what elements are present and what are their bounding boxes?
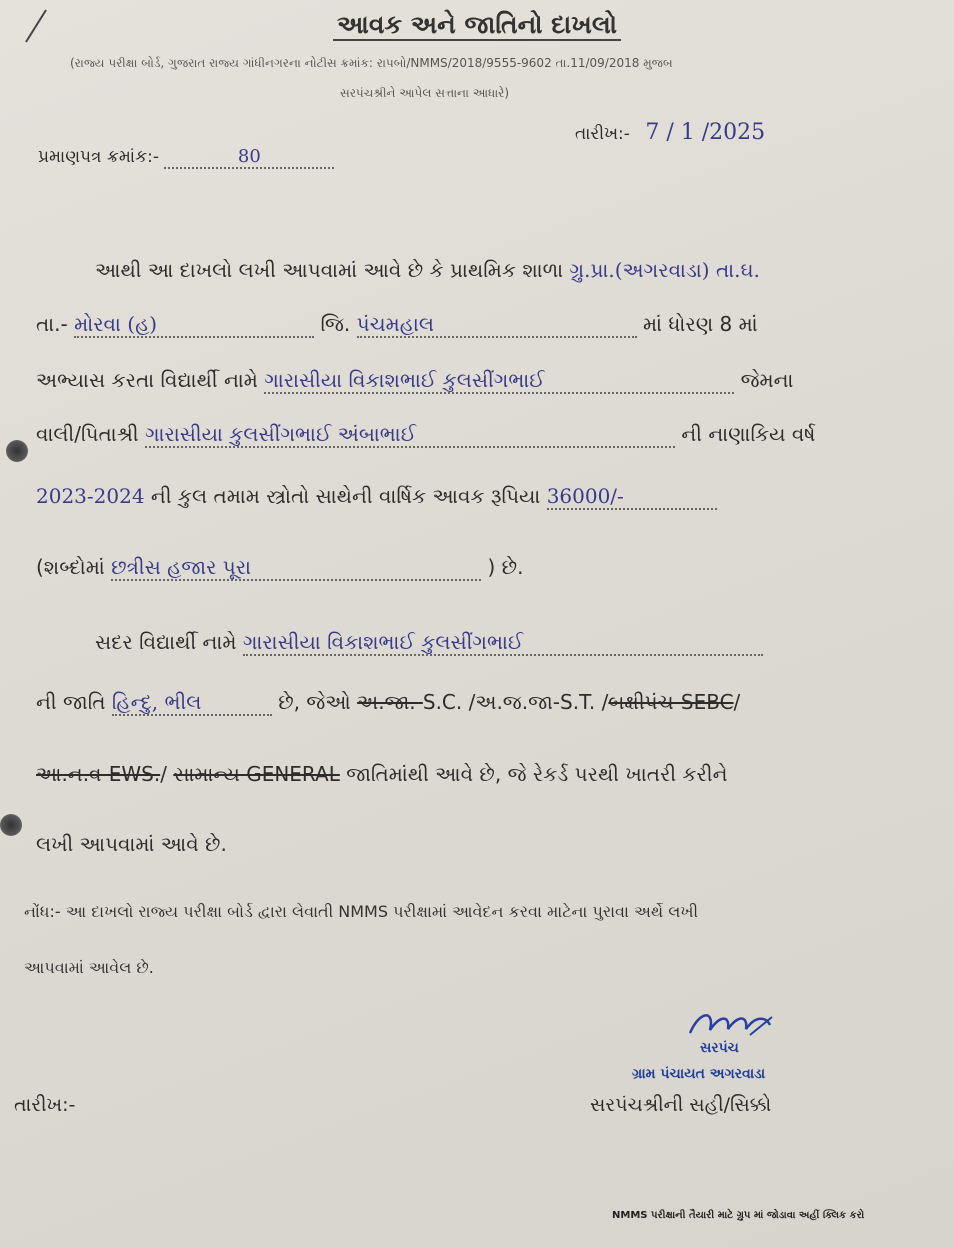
punch-hole-top xyxy=(6,440,28,462)
student-name: ગારાસીયા વિકાશભાઈ કુલસીંગભાઈ xyxy=(264,368,734,394)
financial-year: 2023-2024 xyxy=(36,484,145,508)
general-label-struck: સામાન્ય GENERAL xyxy=(173,762,340,786)
line1-text: આથી આ દાખલો લખી આપવામાં આવે છે કે પ્રાથમિક શાળા xyxy=(95,258,564,282)
line9-rest: જાતિમાંથી આવે છે, જે રેકર્ડ પરથી ખાતરી કરીને xyxy=(346,762,728,786)
caste-value: હિન્દુ, ભીલ xyxy=(112,690,272,716)
footer-link-text[interactable]: NMMS પરીક્ષાની તૈયારી માટે ગ્રુપ માં જોડાવા અહીં ક્લિક કરો xyxy=(612,1210,865,1221)
body-line-3 xyxy=(36,368,793,394)
signatory-label: સરપંચશ્રીની સહી/સિક્કો xyxy=(590,1094,772,1116)
sebc-label-struck: બક્ષીપંચ-SEBC xyxy=(608,690,734,714)
cert-no-value: 80 xyxy=(164,146,334,169)
line7-text: સદર વિદ્યાર્થી નામે xyxy=(95,630,237,654)
caste-label: ની જાતિ xyxy=(36,690,106,714)
line8-slash: / xyxy=(733,690,741,714)
body-line-10: લખી આપવામાં આવે છે. xyxy=(36,832,227,856)
student-name-2: ગારાસીયા વિકાશભાઈ કુલસીંગભાઈ xyxy=(243,630,763,656)
sc-label-struck: અ.જા.- xyxy=(357,690,423,714)
body-line-5 xyxy=(36,484,717,510)
line5-text: ની કુલ તમામ સ્ત્રોતો સાથેની વાર્ષિક આવક રૂપિયા xyxy=(150,484,541,508)
cert-no-row xyxy=(38,146,334,169)
body-line-9 xyxy=(36,762,727,786)
line8-mid: છે, જેઓ xyxy=(278,690,351,714)
district-label: જિ. xyxy=(320,312,351,336)
body-line-1 xyxy=(95,258,760,282)
parent-name: ગારાસીયા કુલસીંગભાઈ અંબાભાઈ xyxy=(145,422,675,448)
subtitle-line-2: સરપંચશ્રીને આપેલ સત્તાના આધારે) xyxy=(340,86,510,100)
ews-label-struck: આ.ન.વ-EWS. xyxy=(36,762,161,786)
subtitle-line-1: (રાજ્ય પરીક્ષા બોર્ડ, ગુજરાત રાજ્ય ગાંધીનગરના નોટીસ ક્રમાંક: રાપબો/NMMS/2018/9555-9602 તા.11/09/2018 મુજબ xyxy=(70,56,673,70)
sc-code: S.C. xyxy=(422,690,463,714)
st-label: /અ.જ.જા-S.T. / xyxy=(468,690,609,714)
taluka-label: તા.- xyxy=(36,312,68,336)
note-line-1: નોંધ:- આ દાખલો રાજ્ય પરીક્ષા બોર્ડ દ્વારા લેવાતી NMMS પરીક્ષામાં આવેદન કરવા માટેના પુરાવા અર્થે લખી xyxy=(24,902,699,921)
line4-end: ની નાણાકિય વર્ષ xyxy=(681,422,816,446)
taluka-value: મોરવા (હ) xyxy=(74,312,314,338)
line3-end: જેમના xyxy=(740,368,794,392)
income-amount: 36000/- xyxy=(547,484,717,510)
bottom-date-label: તારીખ:- xyxy=(14,1094,76,1116)
date-row xyxy=(575,120,765,145)
cert-no-label: પ્રમાણપત્ર ક્રમાંક:- xyxy=(38,147,159,167)
date-label: તારીખ:- xyxy=(575,124,630,144)
district-value: પંચમહાલ xyxy=(357,312,637,338)
standard-text: માં ધોરણ 8 માં xyxy=(642,312,758,336)
punch-hole-bottom xyxy=(0,814,22,836)
line4-text: વાલી/પિતાશ્રી xyxy=(36,422,139,446)
words-open: (શબ્દોમાં xyxy=(36,555,105,579)
date-value: 7 / 1 /2025 xyxy=(645,120,766,145)
signature-mark xyxy=(680,1005,780,1045)
income-in-words: છત્રીસ હજાર પૂરા xyxy=(111,555,481,581)
body-line-2 xyxy=(36,312,758,338)
line9-slash: / xyxy=(160,762,167,786)
body-line-6 xyxy=(36,555,523,581)
school-name: ગ્રુ.પ્રા.(અગરવાડા) તા.ઘ. xyxy=(569,258,760,282)
body-line-8 xyxy=(36,690,740,716)
body-line-7 xyxy=(95,630,763,656)
words-close: ) છે. xyxy=(487,555,524,579)
body-line-4 xyxy=(36,422,815,448)
certificate-title: આવક અને જાતિનો દાખલો xyxy=(0,10,954,40)
stamp-line-1: સરપંચ xyxy=(700,1040,739,1056)
stamp-line-2: ગ્રામ પંચાયત અગરવાડા xyxy=(632,1066,766,1082)
note-line-2: આપવામાં આવેલ છે. xyxy=(24,958,154,977)
line3-text: અભ્યાસ કરતા વિદ્યાર્થી નામે xyxy=(36,368,258,392)
